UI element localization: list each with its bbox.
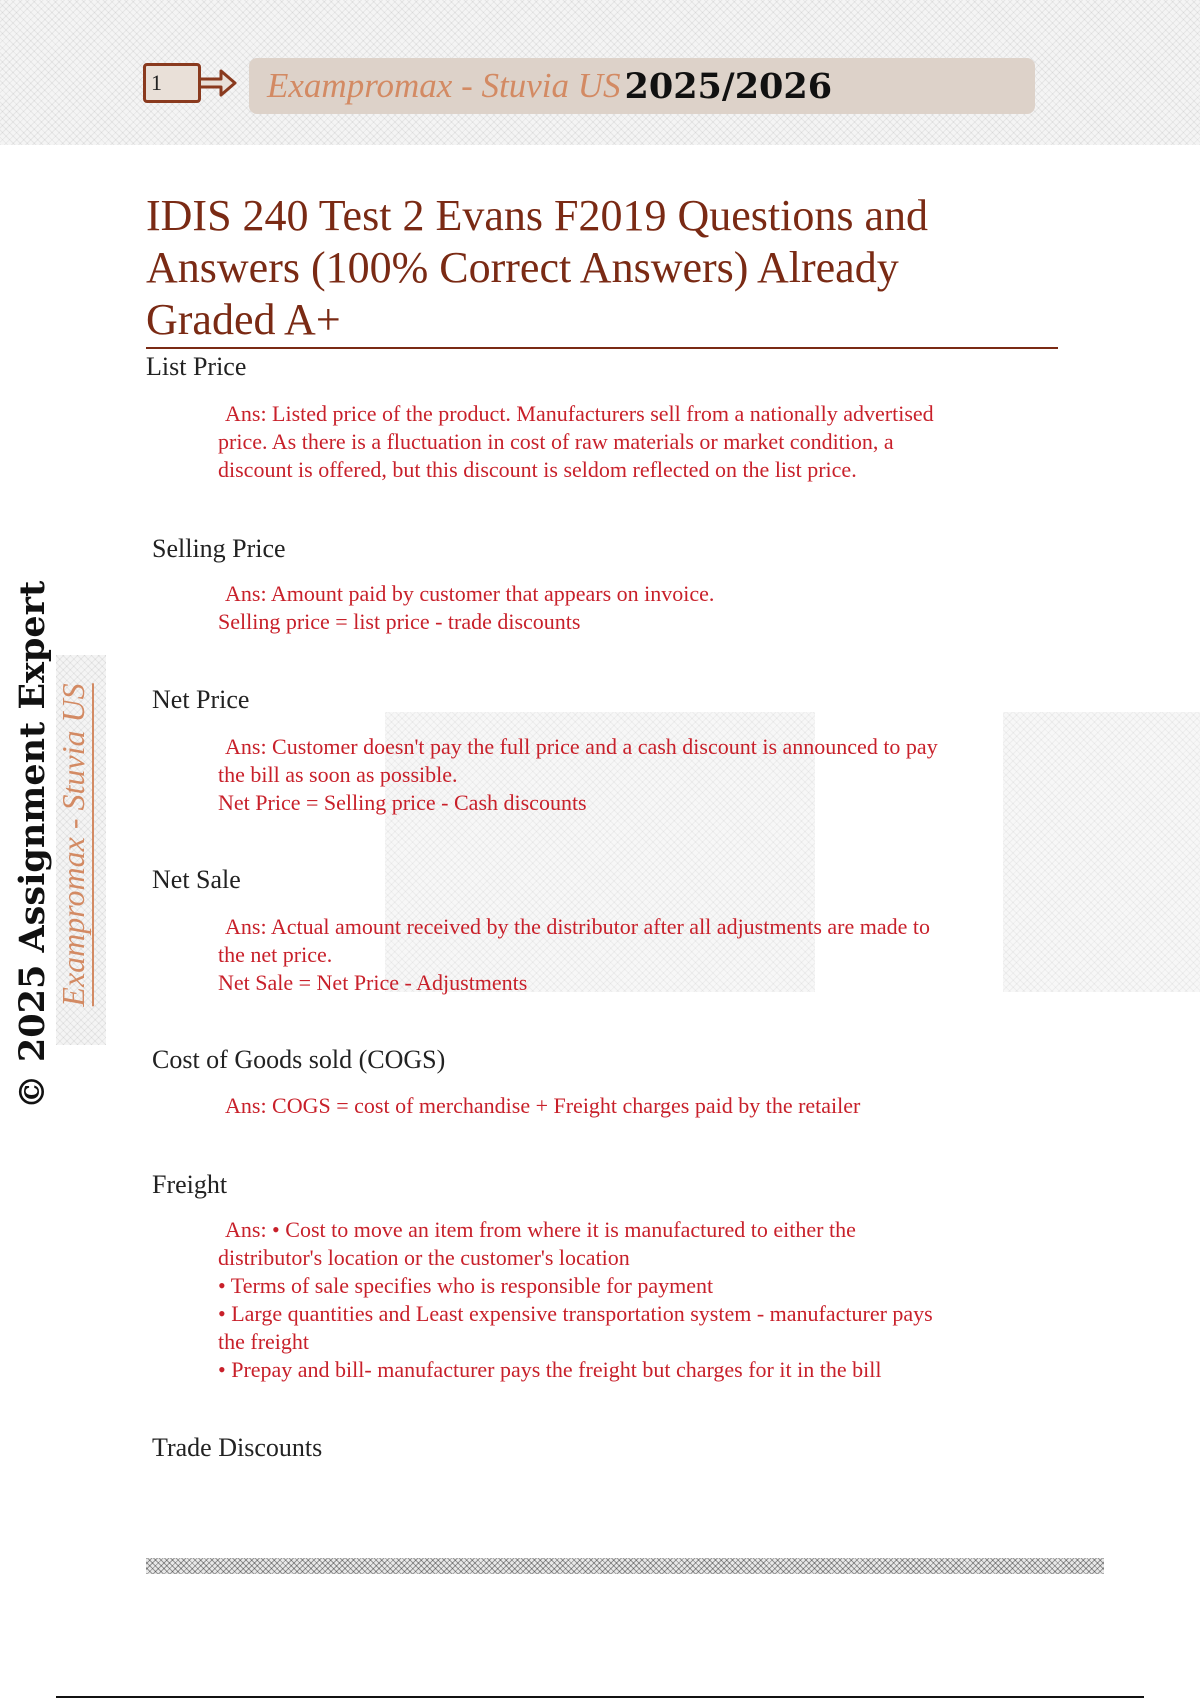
- term-list-price: List Price: [146, 352, 247, 381]
- answer-line: Ans: Listed price of the product. Manufacturers sell from a nationally advertised: [225, 401, 934, 426]
- side-brand-text: Exampromax - Stuvia US: [55, 683, 94, 1006]
- answer-line: Ans: Customer doesn't pay the full price and a cash discount is announced to pay: [225, 734, 938, 759]
- footer-hatch-divider: [146, 1558, 1104, 1574]
- term-freight: Freight: [152, 1170, 228, 1199]
- header-year: 2025/2026: [624, 65, 833, 107]
- page-number-box: [143, 63, 201, 103]
- term-trade-discounts: Trade Discounts: [152, 1433, 323, 1462]
- term-selling-price: Selling Price: [152, 534, 286, 563]
- side-watermark: [12, 581, 94, 1110]
- answer-line: discount is offered, but this discount is seldom reflected on the list price.: [218, 457, 857, 482]
- answer-selling-price: [218, 580, 1068, 636]
- answer-line: • Terms of sale specifies who is responsible for payment: [218, 1273, 714, 1298]
- term-net-price: Net Price: [152, 685, 250, 714]
- answer-line: Ans: Actual amount received by the distributor after all adjustments are made to: [225, 914, 931, 939]
- header-bar: [249, 58, 1035, 114]
- answer-line: • Large quantities and Least expensive transportation system - manufacturer pays: [218, 1301, 933, 1326]
- answer-freight: [218, 1216, 1068, 1384]
- answer-line: Net Sale = Net Price - Adjustments: [218, 970, 528, 995]
- term-net-sale: Net Sale: [152, 865, 241, 894]
- answer-line: Selling price = list price - trade discounts: [218, 609, 581, 634]
- title-divider: [146, 347, 1058, 349]
- answer-line: Ans: Amount paid by customer that appears on invoice.: [225, 581, 715, 606]
- answer-line: Ans: • Cost to move an item from where it is manufactured to either the: [225, 1217, 856, 1242]
- document-title: [146, 190, 1056, 346]
- answer-line: the freight: [218, 1329, 310, 1354]
- answer-list-price: [218, 400, 1068, 484]
- answer-line: distributor's location or the customer's location: [218, 1245, 630, 1270]
- answer-net-sale: [218, 913, 1068, 997]
- answer-line: price. As there is a fluctuation in cost of raw materials or market condition, a: [218, 429, 894, 454]
- answer-line: Net Price = Selling price - Cash discounts: [218, 790, 587, 815]
- title-line: Graded A+: [146, 295, 341, 344]
- answer-net-price: [218, 733, 1068, 817]
- answer-line: Ans: COGS = cost of merchandise + Freight charges paid by the retailer: [225, 1093, 861, 1118]
- title-line: Answers (100% Correct Answers) Already: [146, 243, 899, 292]
- answer-line: the net price.: [218, 942, 333, 967]
- header-brand: Exampromax - Stuvia US: [267, 66, 621, 105]
- answer-cogs: [218, 1092, 1068, 1120]
- copyright-text: © 2025 Assignment Expert: [12, 580, 53, 1110]
- footer-rule: [56, 1696, 1144, 1698]
- arrow-right-icon: [201, 68, 237, 98]
- answer-line: the bill as soon as possible.: [218, 762, 458, 787]
- page-number: 1: [151, 70, 162, 95]
- answer-line: • Prepay and bill- manufacturer pays the freight but charges for it in the bill: [218, 1357, 882, 1382]
- title-line: IDIS 240 Test 2 Evans F2019 Questions and: [146, 191, 928, 240]
- term-cogs: Cost of Goods sold (COGS): [152, 1045, 446, 1074]
